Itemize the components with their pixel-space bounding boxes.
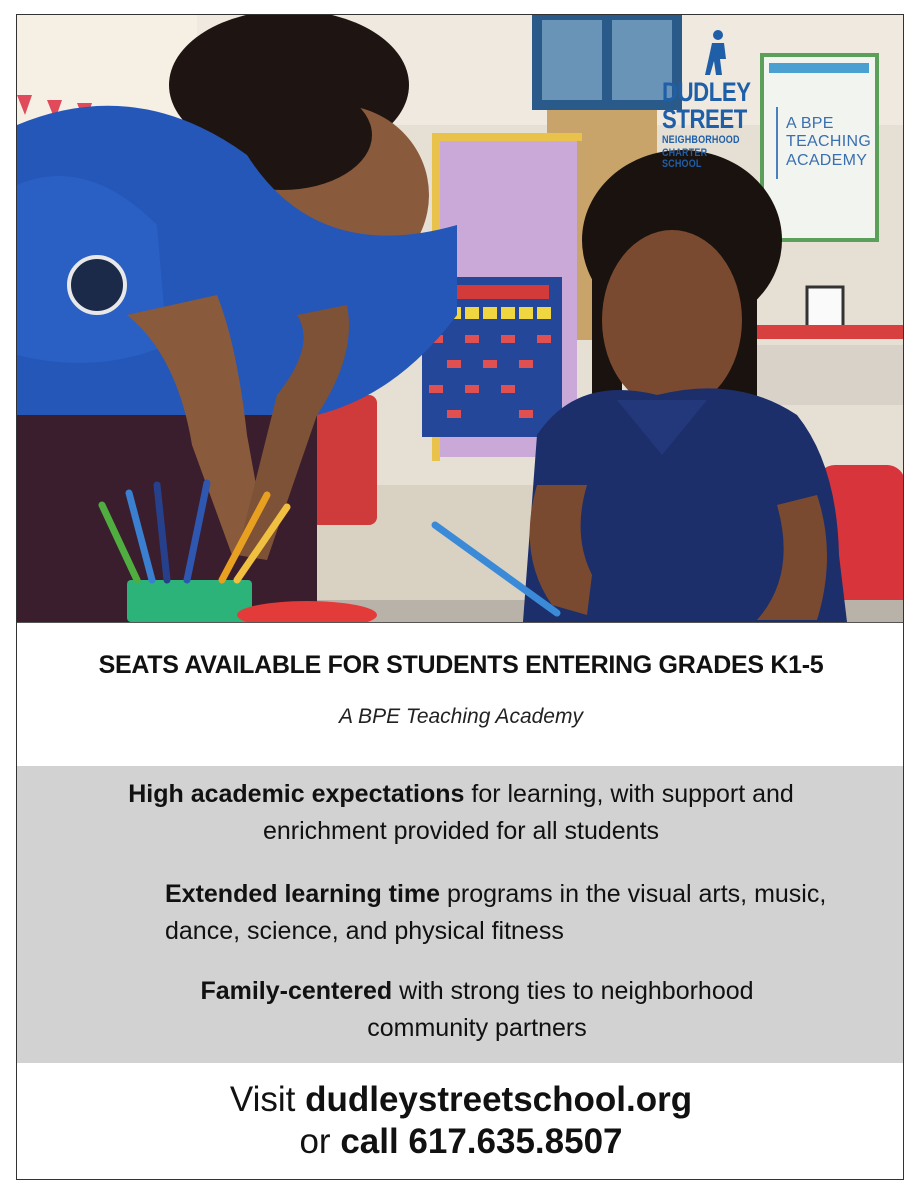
- runner-icon: [702, 29, 732, 77]
- benefit-text: for learning, with support and enrichment provided for all students: [262, 780, 794, 845]
- logo-school-name: [662, 79, 760, 170]
- benefit-bold: Extended learning time: [165, 880, 441, 908]
- call-line: [17, 1121, 904, 1163]
- logo-line-neighborhood: NEIGHBORHOOD: [662, 134, 740, 146]
- school-logo: [662, 29, 892, 179]
- flyer-frame: [16, 14, 904, 1180]
- visit-prefix: Visit: [229, 1080, 306, 1119]
- call-prefix: or: [299, 1122, 341, 1161]
- benefit-text: with strong ties to neighborhood community partners: [367, 977, 754, 1042]
- benefit-text: programs in the visual arts, music, dance, science, and physical fitness: [165, 880, 827, 945]
- website-link[interactable]: dudleystreetschool.org: [305, 1080, 693, 1119]
- benefit-item: [97, 776, 825, 850]
- logo-academy-line3: ACADEMY: [786, 151, 868, 169]
- contact-section: [17, 1063, 904, 1180]
- subhead: A BPE Teaching Academy: [339, 705, 583, 728]
- visit-line: [17, 1079, 904, 1121]
- headline-section: [17, 622, 904, 767]
- benefits-section: [17, 766, 904, 1063]
- logo-academy-line2: TEACHING: [786, 133, 872, 151]
- headline: SEATS AVAILABLE FOR STUDENTS ENTERING GRADES K1-5: [98, 651, 824, 679]
- logo-divider: [776, 107, 778, 179]
- logo-line-dudley: DUDLEY: [662, 77, 751, 107]
- benefit-bold: Family-centered: [200, 977, 393, 1005]
- logo-line-street: STREET: [662, 104, 747, 134]
- benefit-item: [197, 973, 757, 1047]
- logo-academy: [786, 115, 896, 170]
- benefit-item: [137, 876, 865, 950]
- hero-photo: [17, 15, 904, 622]
- benefit-bold: High academic expectations: [128, 780, 465, 808]
- logo-line-charter: CHARTER SCHOOL: [662, 147, 708, 170]
- logo-academy-line1: A BPE: [786, 115, 834, 132]
- phone-number[interactable]: call 617.635.8507: [340, 1122, 623, 1161]
